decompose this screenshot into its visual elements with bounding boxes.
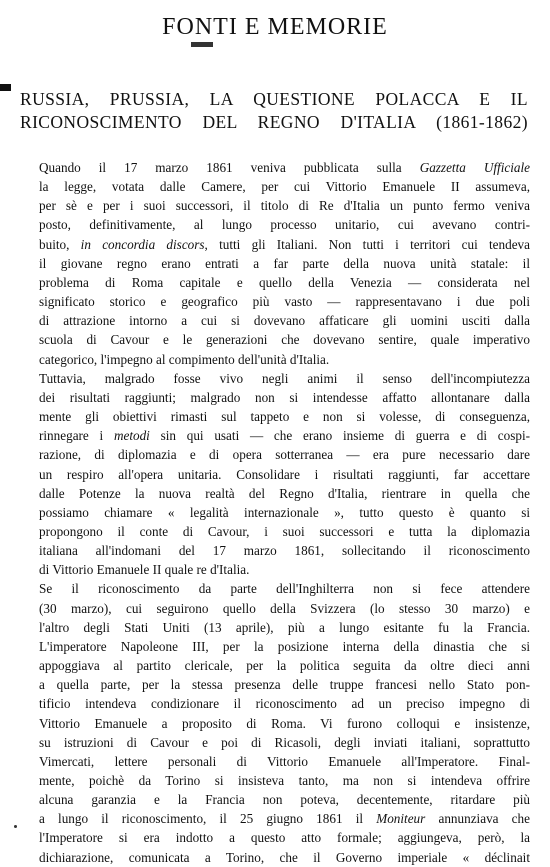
margin-dot <box>14 825 17 828</box>
text-line: un respiro all'opera unitaria. Consolidare i risultati raggiunti, far accettare <box>39 466 530 482</box>
text-line: dalle Potenze la nuova realtà del Regno d'Italia, rientrare in quella che <box>39 485 530 501</box>
article-title-line: RUSSIA, PRUSSIA, LA QUESTIONE POLACCA E IL <box>20 89 528 109</box>
paragraph <box>20 158 530 369</box>
text-line: propongono il conte di Cavour, i suoi successori e tutta la diplomazia <box>39 523 530 539</box>
italic-term: Moniteur <box>376 811 426 827</box>
text-line: rinnegare i metodi sin qui usati — che erano insieme di guerra e di cospi- <box>39 428 531 444</box>
text-line: a quella parte, per la stessa presenza delle truppe francesi nello Stato pon- <box>39 677 530 693</box>
article-title <box>20 88 528 134</box>
text-line: buito, in concordia discors, tutti gli Italiani. Non tutti i territori cui tendeva <box>39 236 530 252</box>
text-line: categorico, l'impegno al compimento dell'unità d'Italia. <box>39 351 330 367</box>
text-line: di attrazione intorno a cui si dovevano affaticare gli uomini usciti dalla <box>39 313 530 329</box>
text-line: mente gli obiettivi rimasti sul tappeto e non si volesse, di conseguenza, <box>39 409 530 425</box>
italic-term: Gazzetta Ufficiale <box>419 160 530 175</box>
text-line: appoggiava al partito clericale, per la politica seguita da oltre dieci anni <box>39 658 530 674</box>
text-line: significato storico e geografico più vasto — rappresentavano i due poli <box>39 294 530 310</box>
text-line: italiana all'indomani del 17 marzo 1861, sollecitando il riconoscimento <box>39 543 530 559</box>
text-line: Quando il 17 marzo 1861 veniva pubblicata sulla Gazzetta Ufficiale <box>39 160 530 175</box>
text-line: per sè e per i suoi successori, il titolo di Re d'Italia un punto fermo veniva <box>39 198 530 214</box>
text-line: tificio intendeva condizionare il riconoscimento ad un preciso impegno di <box>39 696 530 712</box>
section-title: FONTI E MEMORIE <box>162 14 388 40</box>
margin-mark <box>0 84 11 91</box>
text-line: problema di Roma capitale e quello della Venezia — considerata nel <box>39 274 530 290</box>
paragraph <box>20 579 530 866</box>
text-line: l'Imperatore si era indotto a questo atto formale; aggiungeva, però, la <box>39 830 530 846</box>
text-line: Vimercati, lettere personali di Vittorio Emanuele all'Imperatore. Final- <box>39 753 530 769</box>
text-line: dei risultati raggiunti; malgrado non si intendesse affatto allontanare dalla <box>39 389 530 405</box>
text-line: l'altro degli Stati Uniti (13 aprile), più a lungo esitante fu la Francia. <box>39 619 530 635</box>
text-line: L'imperatore Napoleone III, per la posizione interna della dinastia che si <box>39 638 530 654</box>
article-body <box>20 158 530 867</box>
italic-term: metodi <box>113 428 150 444</box>
text-line: Se il riconoscimento da parte dell'Inghilterra non si fece attendere <box>39 581 530 597</box>
text-line: mente, poichè da Torino si insisteva tanto, ma non si intendeva offrire <box>39 773 530 788</box>
text-line: di Vittorio Emanuele II quale re d'Italia. <box>39 562 250 578</box>
article-title-line: RICONOSCIMENTO DEL REGNO D'ITALIA (1861-1862) <box>20 112 528 132</box>
text-line: posto, definitivamente, al lungo processo unitario, cui avevano contri- <box>39 217 530 233</box>
text-line: razione, di diplomazia e di opera sotterranea — era pure necessario dare <box>39 447 530 463</box>
text-line: a lungo il riconoscimento, il 25 giugno 1861 il Moniteur annunziava che <box>39 811 530 827</box>
text-line: il giovane regno erano entrati a far parte della nuova unità statale: il <box>39 255 530 271</box>
text-line: dichiarazione, comunicata a Torino, che il Governo imperiale « déclinait <box>39 849 530 865</box>
text-line: su istruzioni di Cavour e poi di Ricasoli, degli inviati italiani, soprattutto <box>39 734 530 750</box>
text-line: alcuna garanzia e la Francia non poteva, decentemente, ritardare più <box>39 792 530 808</box>
text-line: la legge, votata dalle Camere, per cui Vittorio Emanuele II assumeva, <box>39 179 530 195</box>
paragraph <box>20 369 530 580</box>
text-line: scuola di Cavour e le generazioni che dovevano sentire, quale imperativo <box>39 332 530 348</box>
text-line: possiamo chiamare « legalità internazionale », tutto questo è quanto si <box>39 504 530 520</box>
italic-term: in concordia discors <box>80 236 205 252</box>
text-line: (30 marzo), cui seguirono quello della Svizzera (lo stesso 30 marzo) e <box>39 600 530 616</box>
text-line: Vittorio Emanuele a proposito di Roma. Vi furono colloqui e insistenze, <box>39 715 530 731</box>
underline-mark <box>191 42 213 47</box>
text-line: Tuttavia, malgrado fosse vivo negli animi il senso dell'incompiutezza <box>39 370 530 386</box>
